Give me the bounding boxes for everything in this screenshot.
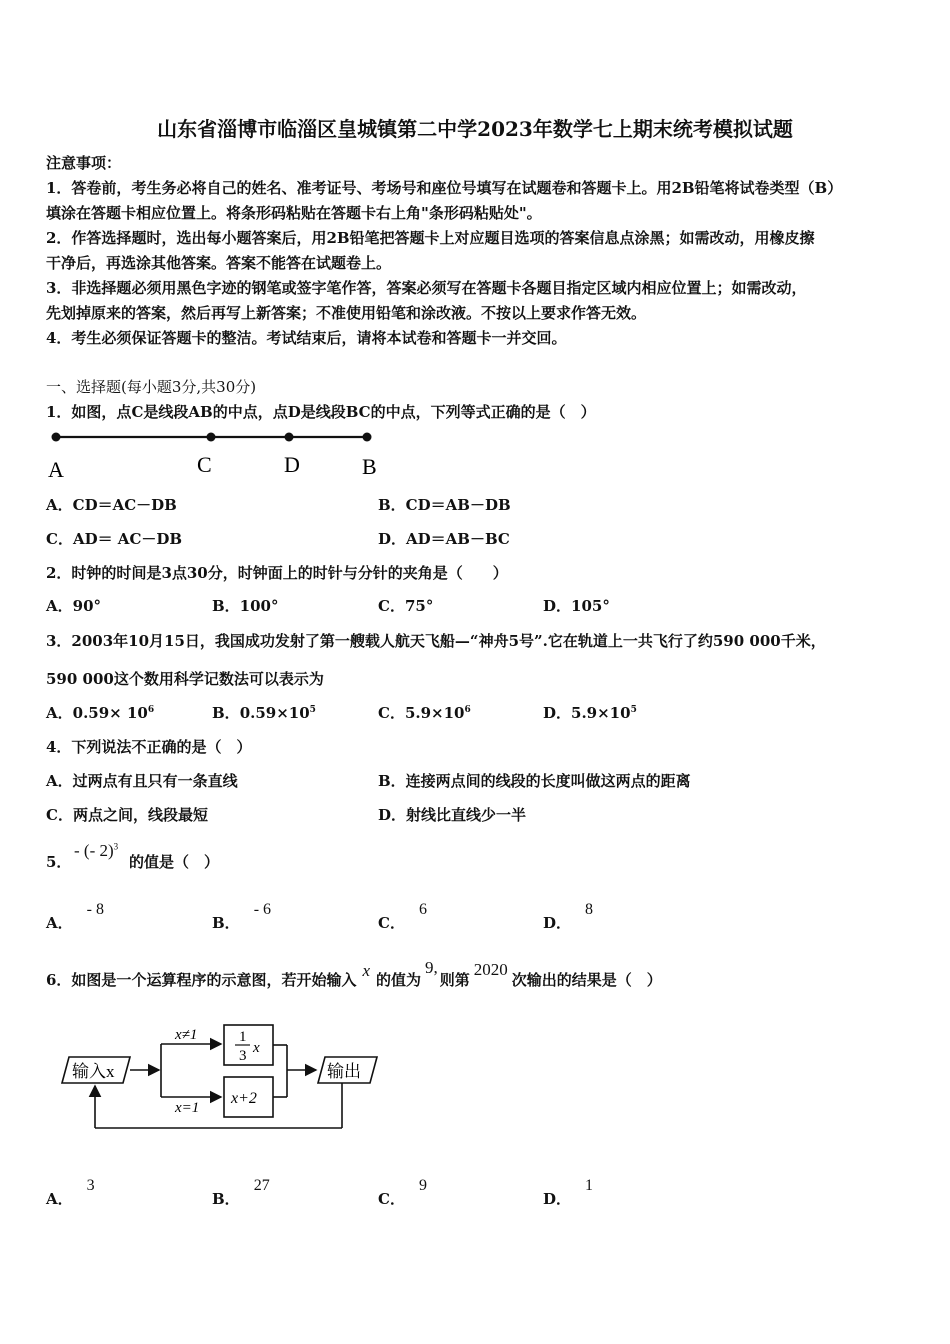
point-label-c: C	[197, 452, 212, 477]
q2-option-c[interactable]: C．75°	[378, 597, 434, 615]
q6-option-c[interactable]: C．9	[378, 1177, 427, 1208]
q1-stem: 1．如图，点C是线段AB的中点，点D是线段BC的中点，下列等式正确的是（ ）	[46, 403, 596, 421]
notice-heading: 注意事项：	[46, 154, 122, 172]
q1-option-a[interactable]: A．CD＝AC－DB	[46, 496, 177, 514]
q5-number: 5．	[46, 853, 72, 871]
section-heading: 一、选择题(每小题3分,共30分)	[46, 378, 257, 396]
page-title: 山东省淄博市临淄区皇城镇第二中学2023年数学七上期末统考模拟试题	[157, 117, 793, 141]
q6-stem: 6．如图是一个运算程序的示意图，若开始输入 x 的值为9,则第2020次输出的结果是（ ）	[46, 958, 662, 989]
q3-option-b[interactable]: B．$0.59\times 10^5$	[212, 704, 316, 722]
q2-option-b[interactable]: B．100°	[212, 597, 279, 615]
point-label-b: B	[362, 454, 377, 479]
q1-option-c[interactable]: C．AD＝ AC－DB	[46, 530, 183, 548]
q5-expression: - (- 2)$^3$	[74, 841, 119, 860]
point-label-a: A	[48, 457, 64, 482]
q4-option-a[interactable]: A．过两点有且只有一条直线	[46, 772, 238, 790]
flow-output-label: 输出	[327, 1062, 361, 1081]
notice-line: 2．作答选择题时，选出每小题答案后，用2B铅笔把答题卡上对应题目选项的答案信息点涂黑；如需改动，用橡皮擦	[46, 229, 815, 247]
notice-line: 4．考生必须保证答题卡的整洁。考试结束后，请将本试卷和答题卡一并交回。	[46, 329, 567, 347]
flow-frac-num: 1	[239, 1029, 247, 1045]
q4-option-c[interactable]: C．两点之间，线段最短	[46, 806, 208, 824]
q5-option-c[interactable]: C．6	[378, 901, 427, 932]
q5-option-a[interactable]: A．- 8	[46, 901, 104, 932]
q2-option-a[interactable]: A．90°	[46, 597, 102, 615]
q3-option-d[interactable]: D．$5.9\times 10^5$	[543, 704, 637, 722]
q6-option-a[interactable]: A．3	[46, 1177, 95, 1208]
notice-line: 先划掉原来的答案，然后再写上新答案；不准使用铅笔和涂改液。不按以上要求作答无效。	[46, 304, 647, 322]
q4-option-d[interactable]: D．射线比直线少一半	[378, 806, 527, 824]
notice-line: 填涂在答题卡相应位置上。将条形码粘贴在答题卡右上角"条形码粘贴处"。	[46, 204, 542, 222]
notice-line: 干净后，再选涂其他答案。答案不能答在试题卷上。	[46, 254, 392, 272]
q1-option-d[interactable]: D．AD＝AB－BC	[378, 530, 510, 548]
q4-option-b[interactable]: B．连接两点间的线段的长度叫做这两点的距离	[378, 772, 691, 790]
q1-option-b[interactable]: B．CD＝AB－DB	[378, 496, 511, 514]
q3-option-c[interactable]: C．$5.9\times 10^6$	[378, 704, 471, 722]
notice-line: 3．非选择题必须用黑色字迹的钢笔或签字笔作答，答案必须写在答题卡各题目指定区域内相应位置上；如需改动，	[46, 279, 807, 297]
flow-frac-var: x	[253, 1040, 260, 1056]
flow-input-label: 输入x	[72, 1062, 115, 1081]
q5-suffix: 的值是（ ）	[129, 853, 220, 871]
q3-stem-line2: 590 000这个数用科学记数法可以表示为	[46, 670, 324, 688]
q1-segment-figure	[40, 424, 400, 486]
q6-flowchart	[55, 1015, 395, 1140]
flow-cond-bottom: x=1	[175, 1100, 200, 1116]
flow-cond-top: x≠1	[175, 1027, 198, 1043]
notice-line: 1．答卷前，考生务必将自己的姓名、准考证号、考场号和座位号填写在试题卷和答题卡上。用2B铅笔将试卷类型（B）	[46, 179, 843, 197]
q2-option-d[interactable]: D．105°	[543, 597, 610, 615]
q6-option-d[interactable]: D．1	[543, 1177, 594, 1208]
q2-stem: 2．时钟的时间是3点30分，时钟面上的时针与分针的夹角是（ ）	[46, 564, 508, 582]
q3-stem-line1: 3．2003年10月15日，我国成功发射了第一艘载人航天飞船—“神舟5号”.它在轨道上一共飞行了约590 000千米，	[46, 632, 826, 650]
q3-option-a[interactable]: A．$0.59\times 10^6$	[46, 704, 155, 722]
point-label-d: D	[284, 452, 300, 477]
q4-stem: 4．下列说法不正确的是（ ）	[46, 738, 252, 756]
q5-option-d[interactable]: D．8	[543, 901, 594, 932]
flow-box-bottom-label: x+2	[231, 1090, 257, 1107]
q5-option-b[interactable]: B．- 6	[212, 901, 272, 932]
flow-frac-den: 3	[239, 1048, 247, 1064]
q6-option-b[interactable]: B．27	[212, 1177, 270, 1208]
